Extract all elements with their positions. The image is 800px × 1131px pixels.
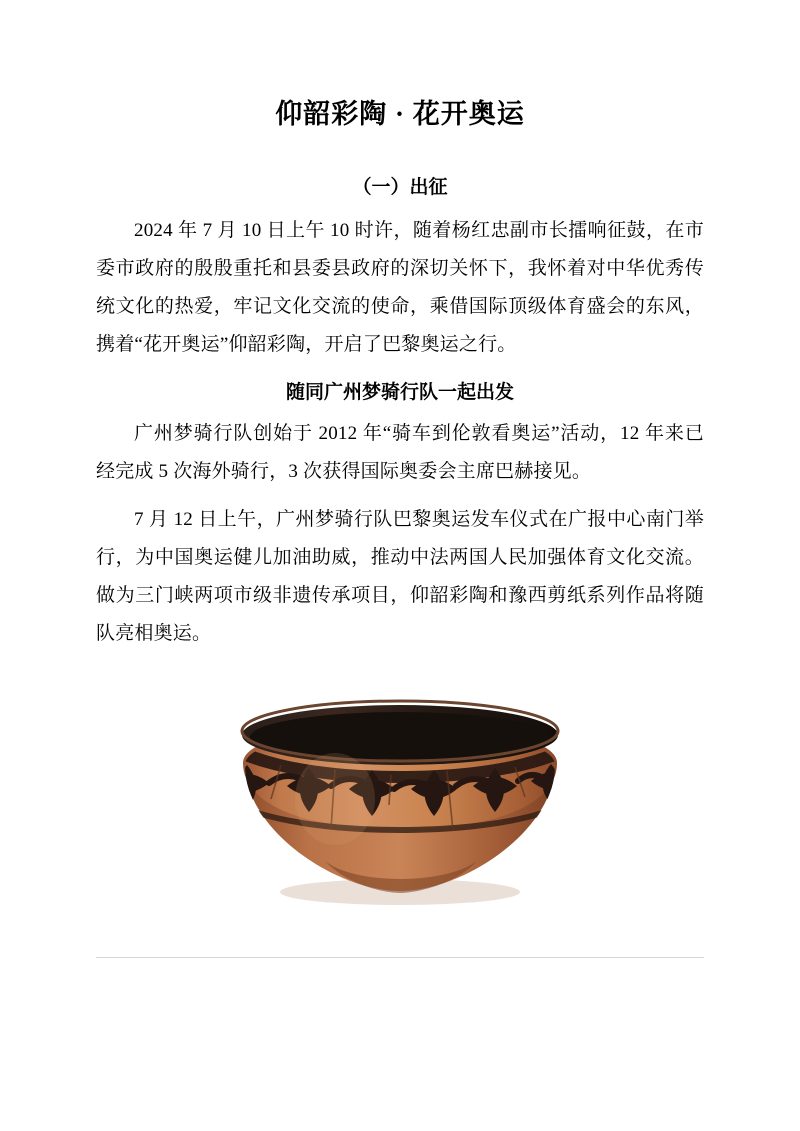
painted-pottery-bowl-photo — [185, 679, 615, 934]
figure-block — [96, 653, 704, 958]
sub-heading: 随同广州梦骑行队一起出发 — [285, 382, 514, 404]
body-paragraph-1: 2024 年 7 月 10 日上午 10 时许，随着杨红忠副市长擂响征鼓，在市委市政府的殷殷重托和县委县政府的深切关怀下，我怀着对中华优秀传统文化的热爱，牢记文化交流的使命，乘借国际顶级体育盛会的东风，携着“花开奥运”仰韶彩陶，开启了巴黎奥运之行。 — [96, 220, 704, 356]
body-paragraph-3: 7 月 12 日上午，广州梦骑行队巴黎奥运发车仪式在广报中心南门举行，为中国奥运健儿加油助威，推动中法两国人民加强体育文化交流。做为三门峡两项市级非遗传承项目，仰韶彩陶和豫西剪纸系列作品将随队亮相奥运。 — [96, 508, 704, 644]
body-paragraph-2: 广州梦骑行队创始于 2012 年“骑车到伦敦看奥运”活动，12 年来已经完成 5 次海外骑行，3 次获得国际奥委会主席巴赫接见。 — [96, 422, 704, 482]
section-heading: （一）出征 — [352, 176, 448, 198]
page-title: 仰韶彩陶 · 花开奥运 — [275, 99, 525, 129]
figure-divider — [96, 957, 704, 958]
